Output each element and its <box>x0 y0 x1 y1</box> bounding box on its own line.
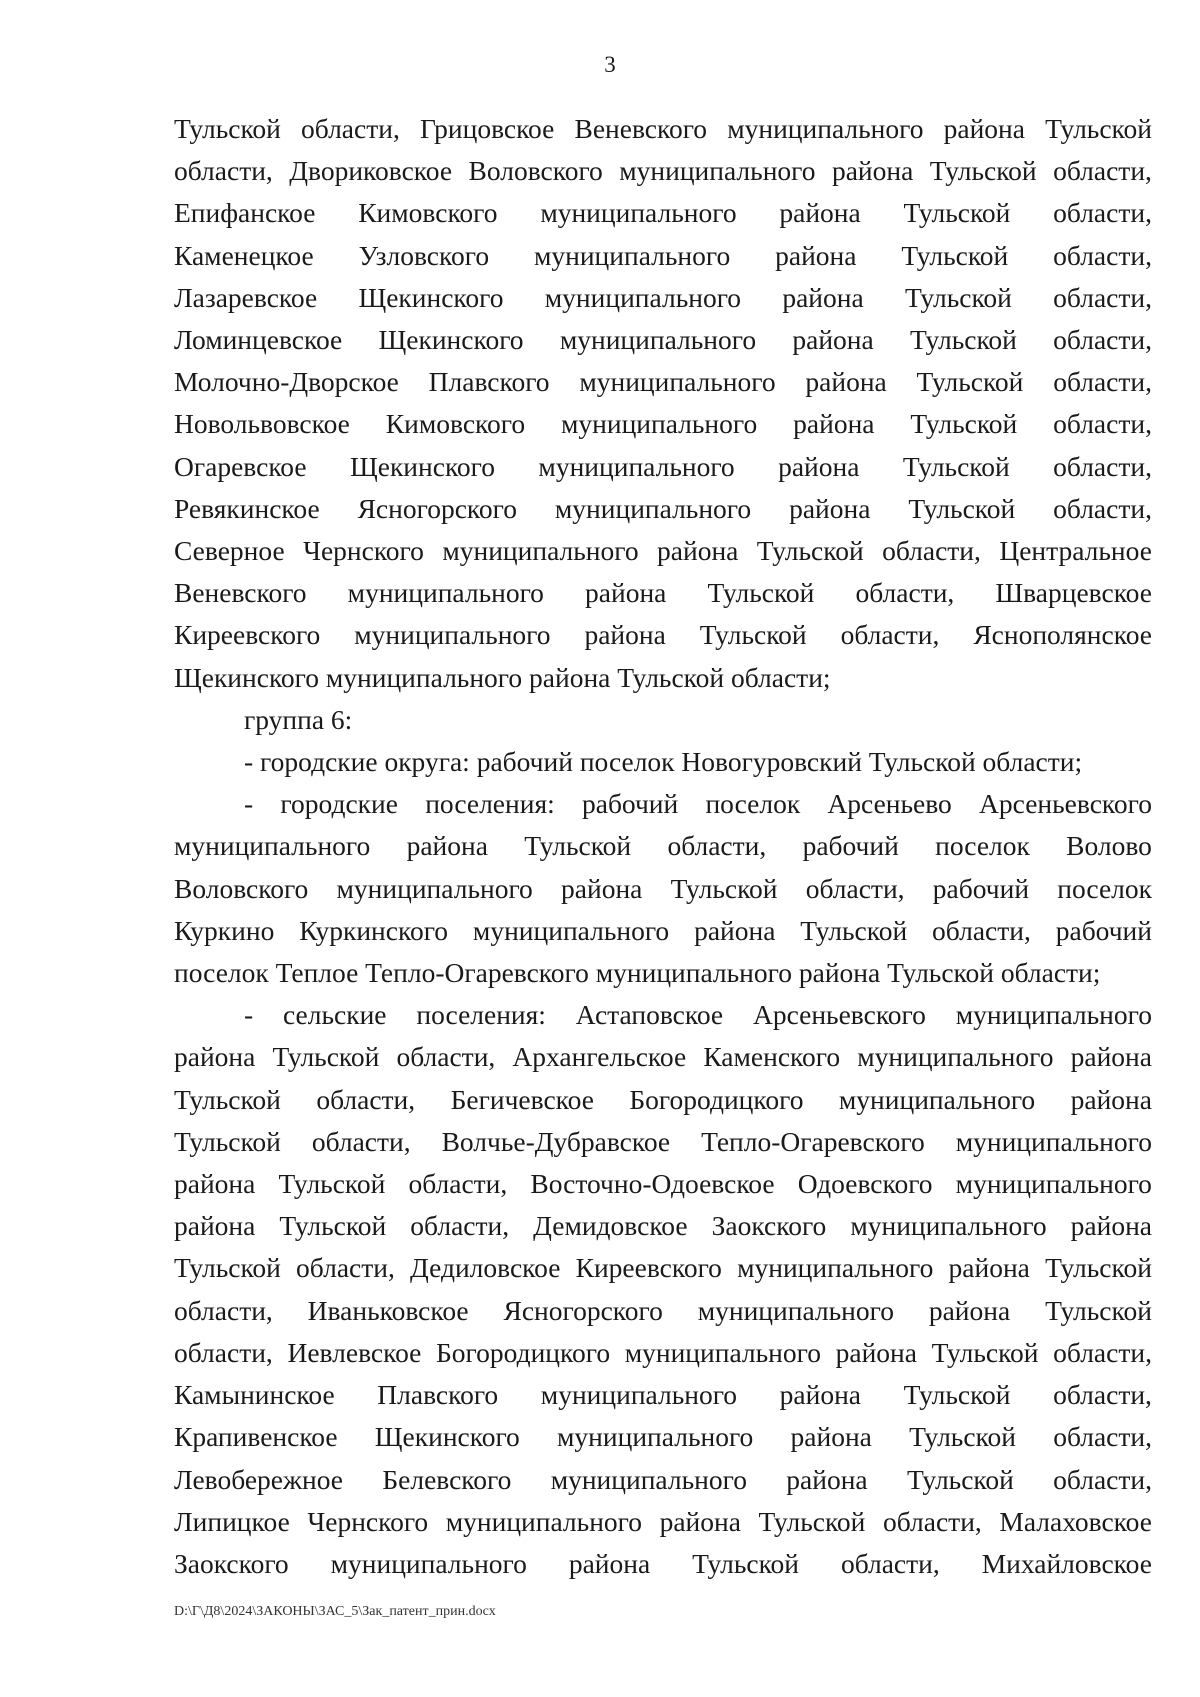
word: области, <box>882 535 981 567</box>
word: области, <box>1053 281 1152 313</box>
word: района <box>831 155 914 187</box>
word: Арсеньевского <box>979 788 1152 820</box>
word: муниципального <box>538 450 735 482</box>
word: Тульской <box>901 239 1009 271</box>
word: поселения: <box>416 999 546 1031</box>
text-line <box>174 825 1152 867</box>
word: области, <box>296 1252 395 1284</box>
word: Липицкое <box>174 1505 290 1537</box>
word: района <box>406 830 488 862</box>
word: района <box>805 366 887 398</box>
word: Чернского <box>303 535 424 567</box>
text-line <box>174 446 1152 488</box>
word: Молочно-Дворское <box>174 366 399 398</box>
text-line: поселок Теплое Тепло-Огаревского муниципального района Тульской области; <box>174 957 1101 989</box>
word: района <box>568 1547 651 1579</box>
word: области, <box>1053 197 1152 229</box>
word: муниципального <box>472 914 670 946</box>
rural-settlements-paragraph <box>174 994 1152 1585</box>
word: Щекинского <box>374 1421 520 1453</box>
text-line <box>174 488 1152 530</box>
text-line <box>174 1501 1152 1543</box>
word: Чернского <box>307 1505 429 1537</box>
word: муниципального <box>554 492 752 524</box>
word: Тульской <box>670 872 778 904</box>
word: Кимовского <box>358 197 498 229</box>
word: Щекинского <box>358 281 504 313</box>
word: области, <box>1053 1463 1152 1495</box>
word: Дедиловское <box>410 1252 561 1284</box>
word: муниципального <box>540 1379 738 1411</box>
word: Белевского <box>382 1463 512 1495</box>
word: муниципального <box>955 999 1152 1031</box>
text-line <box>174 1121 1152 1163</box>
word: муниципального <box>838 1083 1036 1115</box>
file-path-footer: D:\Г\Д8\2024\ЗАКОНЫ\ЗАС_5\Зак_патент_прин.docx <box>174 1604 496 1619</box>
urban-districts-paragraph <box>174 741 1152 783</box>
text-line <box>174 1416 1152 1458</box>
word: района <box>792 324 874 356</box>
word: района <box>793 408 875 440</box>
word: Воловского <box>174 872 309 904</box>
word: Крапивенское <box>174 1421 338 1453</box>
text-line <box>174 994 1152 1036</box>
word: поселок <box>1057 872 1152 904</box>
word: области, <box>932 914 1031 946</box>
word: Тульской <box>903 1379 1011 1411</box>
word: области, <box>174 1294 273 1326</box>
word: Ревякинское <box>174 492 320 524</box>
word: муниципального <box>850 1210 1047 1242</box>
word: Щекинского <box>378 324 524 356</box>
word: Центральное <box>999 535 1152 567</box>
word: области, <box>1053 408 1152 440</box>
word: Тульской <box>1045 1252 1152 1284</box>
word: области, <box>1053 450 1152 482</box>
word: муниципального <box>559 324 757 356</box>
word: района <box>657 535 739 567</box>
word: муниципального <box>442 535 639 567</box>
word: района <box>1070 1041 1152 1073</box>
word: района <box>585 577 667 609</box>
word: области, <box>396 1041 496 1073</box>
word: области, <box>805 872 905 904</box>
text-line <box>174 1036 1152 1078</box>
text-line <box>174 277 1152 319</box>
word: области, <box>1053 239 1152 271</box>
document-body <box>174 108 1152 1585</box>
word: района <box>786 1463 868 1495</box>
word: Волчье-Дубравское <box>441 1125 671 1157</box>
word: городские <box>280 788 398 820</box>
text-line <box>174 1079 1152 1121</box>
text-line <box>174 868 1152 910</box>
text-line: Щекинского муниципального района Тульской области; <box>174 661 831 693</box>
text-line <box>174 108 1152 150</box>
word: Тульской <box>906 1463 1014 1495</box>
text-line <box>174 783 1152 825</box>
urban-districts-text: - городские округа: рабочий поселок Новогуровский Тульской области; <box>244 746 1083 778</box>
word: Левобережное <box>174 1463 344 1495</box>
word: Иевлевское <box>287 1336 422 1368</box>
word: района <box>659 1505 741 1537</box>
word: Демидовское <box>533 1210 688 1242</box>
word: области, <box>840 1547 940 1579</box>
word: Тульской <box>524 830 632 862</box>
word: поселок <box>705 788 801 820</box>
word: муниципального <box>445 1505 643 1537</box>
word: Архангельское <box>512 1041 687 1073</box>
word: Тульской <box>174 1125 281 1157</box>
word: Грицовское <box>419 113 555 144</box>
word: Тульской <box>916 366 1024 398</box>
word: муниципального <box>174 830 371 862</box>
word: муниципального <box>354 619 551 651</box>
word: муниципального <box>540 197 737 229</box>
word: Богородицкого <box>436 1336 611 1368</box>
text-line <box>174 1163 1152 1205</box>
word: муниципального <box>955 1125 1152 1157</box>
word: Воловского <box>468 155 603 187</box>
word: Богородицкого <box>629 1083 804 1115</box>
word: Тульской <box>905 281 1012 313</box>
word: Восточно-Одоевское <box>530 1168 775 1200</box>
word: области, <box>667 830 767 862</box>
word: области, <box>311 1125 411 1157</box>
word: Тепло-Огаревского <box>701 1125 925 1157</box>
word: области, <box>1053 492 1152 524</box>
word: Киреевского <box>575 1252 722 1284</box>
word: муниципального <box>544 281 742 313</box>
word: Лазаревское <box>174 281 318 313</box>
word: муниципального <box>533 239 731 271</box>
text-line <box>174 1205 1152 1247</box>
word: Тульской <box>1045 113 1152 144</box>
text-line <box>174 319 1152 361</box>
word: района <box>561 872 643 904</box>
word: Тульской <box>909 1421 1016 1453</box>
word: Тульской <box>910 408 1018 440</box>
word: - <box>244 999 254 1031</box>
word: поселок <box>935 830 1030 862</box>
word: Камынинское <box>174 1379 335 1411</box>
word: Тульской <box>174 1083 281 1115</box>
word: области, <box>316 1083 416 1115</box>
word: области, <box>174 1336 273 1368</box>
word: района <box>174 1210 256 1242</box>
word: рабочий <box>932 872 1030 904</box>
word: Тульской <box>756 535 864 567</box>
word: рабочий <box>581 788 679 820</box>
word: сельские <box>283 999 387 1031</box>
word: района <box>1070 1083 1152 1115</box>
word: муниципального <box>579 366 776 398</box>
word: муниципального <box>727 113 924 144</box>
word: муниципального <box>336 872 533 904</box>
word: муниципального <box>557 1421 754 1453</box>
word: - <box>244 788 254 820</box>
word: Яснополянское <box>973 619 1152 651</box>
word: области, <box>410 1210 510 1242</box>
text-line <box>174 1332 1152 1374</box>
word: Тульской <box>174 113 281 144</box>
word: Новольвовское <box>174 408 350 440</box>
word: муниципального <box>857 1041 1054 1073</box>
urban-settlements-paragraph <box>174 783 1152 994</box>
word: Тульской <box>931 1336 1039 1368</box>
word: Заокского <box>711 1210 827 1242</box>
word: района <box>779 1379 862 1411</box>
word: рабочий <box>802 830 899 862</box>
word: района <box>1070 1210 1152 1242</box>
word: области, <box>1053 1336 1152 1368</box>
word: муниципального <box>347 577 544 609</box>
word: района <box>584 619 666 651</box>
word: области, <box>1053 1421 1152 1453</box>
word: Иваньковское <box>307 1294 469 1326</box>
word: муниципального <box>560 408 758 440</box>
word: муниципального <box>624 1336 821 1368</box>
word: Ломинцевское <box>174 324 343 356</box>
word: Двориковское <box>289 155 453 187</box>
word: района <box>789 492 871 524</box>
word: области, <box>840 619 940 651</box>
word: района <box>928 1294 1011 1326</box>
word: Малаховское <box>999 1505 1152 1537</box>
word: Епифанское <box>174 197 316 229</box>
word: Бегичевское <box>450 1083 594 1115</box>
word: Ясногорского <box>357 492 517 524</box>
text-line <box>174 1374 1152 1416</box>
text-line <box>174 1247 1152 1289</box>
word: области, <box>1053 366 1152 398</box>
group-heading <box>174 699 1152 741</box>
word: района <box>782 281 864 313</box>
word: области, <box>1053 1379 1152 1411</box>
word: района <box>174 1168 256 1200</box>
word: района <box>943 113 1025 144</box>
word: Арсеньевского <box>752 999 926 1031</box>
word: муниципального <box>330 1547 527 1579</box>
word: Каменецкое <box>174 239 314 271</box>
word: области, <box>882 1505 982 1537</box>
word: муниципального <box>550 1463 747 1495</box>
word: Веневского <box>574 113 708 144</box>
text-line <box>174 403 1152 445</box>
text-line <box>174 614 1152 656</box>
word: Одоевского <box>797 1168 933 1200</box>
text-line <box>174 1543 1152 1585</box>
text-line <box>174 235 1152 277</box>
word: Астаповское <box>575 999 724 1031</box>
word: Тульской <box>272 1041 380 1073</box>
word: поселения: <box>425 788 555 820</box>
word: района <box>948 1252 1030 1284</box>
word: района <box>790 1421 872 1453</box>
text-line <box>174 1459 1152 1501</box>
word: Волово <box>1066 830 1152 862</box>
word: Заокского <box>174 1547 289 1579</box>
word: района <box>778 450 860 482</box>
page-number: 3 <box>604 52 616 77</box>
word: Тульской <box>903 197 1011 229</box>
word: района <box>779 197 861 229</box>
word: Тульской <box>174 1252 281 1284</box>
word: муниципального <box>697 1294 894 1326</box>
text-line <box>174 1290 1152 1332</box>
word: района <box>694 914 776 946</box>
word: Тульской <box>758 1505 866 1537</box>
word: Тульской <box>1045 1294 1152 1326</box>
text-line <box>174 361 1152 403</box>
word: района <box>835 1336 917 1368</box>
word: муниципального <box>737 1252 934 1284</box>
word: Тульской <box>707 577 815 609</box>
word: Тульской <box>929 155 1037 187</box>
word: Огаревское <box>174 450 307 482</box>
word: Тульской <box>699 619 807 651</box>
word: Арсеньево <box>827 788 952 820</box>
word: области, <box>1053 324 1152 356</box>
word: Веневского <box>174 577 307 609</box>
word: Щекинского <box>350 450 496 482</box>
word: Кимовского <box>385 408 526 440</box>
word: области, <box>301 113 400 144</box>
group-heading-text: группа 6: <box>244 703 353 735</box>
word: Куркино <box>174 914 275 946</box>
word: Тульской <box>800 914 908 946</box>
text-line <box>174 192 1152 234</box>
word: Ясногорского <box>503 1294 663 1326</box>
word: области, <box>174 155 273 187</box>
word: муниципального <box>955 1168 1152 1200</box>
word: Тульской <box>902 450 1010 482</box>
text-line <box>174 150 1152 192</box>
word: области, <box>408 1168 508 1200</box>
text-line <box>174 572 1152 614</box>
word: Шварцевское <box>995 577 1152 609</box>
word: Тульской <box>910 324 1017 356</box>
word: Михайловское <box>981 1547 1152 1579</box>
word: района <box>174 1041 256 1073</box>
word: Северное <box>174 535 285 567</box>
word: района <box>775 239 857 271</box>
text-line <box>174 530 1152 572</box>
word: области, <box>855 577 955 609</box>
word: области, <box>1053 155 1152 187</box>
word: Плавского <box>377 1379 499 1411</box>
word: Тульской <box>908 492 1016 524</box>
word: Узловского <box>358 239 490 271</box>
word: муниципального <box>619 155 816 187</box>
word: рабочий <box>1055 914 1152 946</box>
paragraph-municipalities-continued <box>174 108 1152 699</box>
word: Киреевского <box>174 619 321 651</box>
word: Куркинского <box>299 914 449 946</box>
word: Тульской <box>279 1210 387 1242</box>
word: Плавского <box>428 366 550 398</box>
word: Тульской <box>692 1547 799 1579</box>
text-line <box>174 910 1152 952</box>
word: Каменского <box>703 1041 841 1073</box>
word: Тульской <box>278 1168 386 1200</box>
